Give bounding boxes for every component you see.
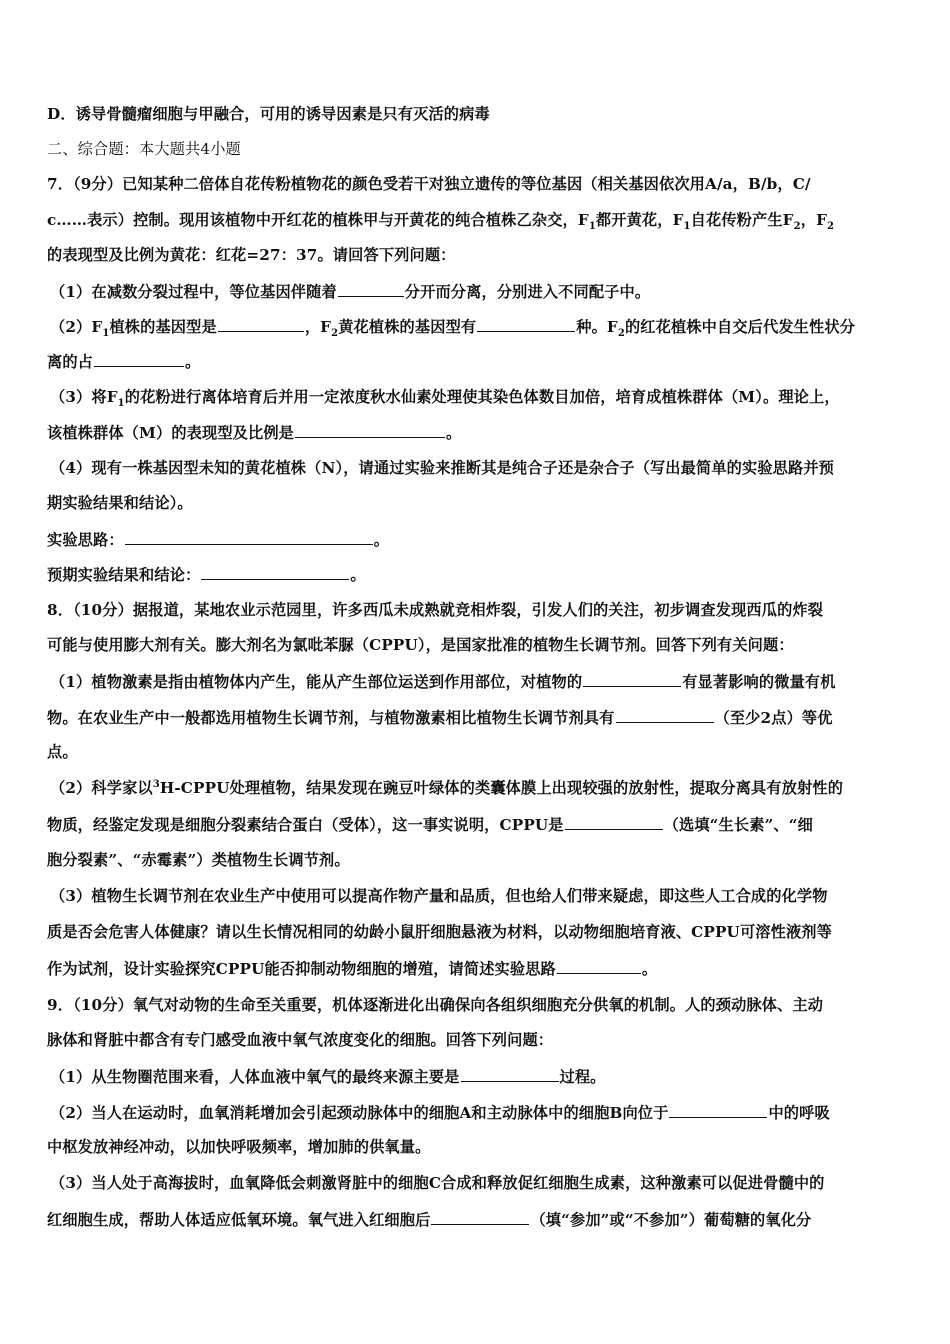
text: 离的占 — [47, 353, 94, 371]
text: 有显著影响的微量有机 — [682, 673, 836, 691]
text: （1）植物激素是指由植物体内产生，能从产生部位运送到作用部位，对植物的 — [50, 673, 583, 691]
text: 脉体和肾脏中都含有专门感受血液中氧气浓度变化的细胞。回答下列问题： — [47, 1031, 554, 1049]
text: 8．（10分）据报道，某地农业示范园里，许多西瓜未成熟就竞相炸裂，引发人们的关注，初步调查发现西瓜的炸裂 — [47, 601, 824, 619]
q8-part-1-cont — [47, 707, 833, 728]
text: 质是否会危害人体健康？请以生长情况相同的幼龄小鼠肝细胞悬液为材料，以动物细胞培育液、CPPU可溶性液剂等 — [47, 923, 832, 941]
text: 预期实验结果和结论： — [47, 566, 201, 584]
q7-part-2 — [50, 316, 856, 340]
answer-blank[interactable] — [295, 422, 445, 438]
text: 的红花植株中自交后代发生性状分 — [624, 318, 856, 336]
q8-part-3-end — [47, 958, 657, 979]
text: 该植株群体（M）的表现型及比例是 — [47, 424, 295, 442]
text: 都开黄花，F — [595, 211, 684, 229]
answer-blank[interactable] — [338, 281, 404, 297]
text: （3）将F — [50, 388, 118, 406]
subscript: 1 — [117, 398, 125, 410]
text: 黄花植株的基因型有 — [338, 318, 477, 336]
subscript: 1 — [683, 221, 691, 233]
q8-line-2 — [47, 635, 794, 655]
text: （选填“生长素”、“细 — [663, 816, 813, 834]
q8-part-1-end — [47, 742, 78, 762]
q7-part-4 — [50, 458, 834, 478]
q8-part-2-cont — [47, 814, 813, 835]
text: 作为试剂，设计实验探究CPPU能否抑制动物细胞的增殖，请简述实验思路 — [47, 960, 556, 978]
option-d — [47, 104, 490, 124]
text: 。 — [350, 566, 366, 584]
answer-blank[interactable] — [461, 1066, 559, 1082]
superscript: 3 — [152, 778, 160, 790]
q7-line-2 — [47, 210, 835, 233]
q8-part-3-cont — [47, 922, 832, 942]
q7-part-2-cont — [47, 351, 200, 372]
experiment-idea — [47, 529, 389, 550]
text: （3）当人处于高海拔时，血氧降低会刺激肾脏中的细胞C合成和释放促红细胞生成素，这种激素可以促进骨髓中的 — [50, 1174, 825, 1192]
answer-blank[interactable] — [616, 707, 714, 723]
q9-line-1 — [47, 995, 823, 1015]
text: 中枢发放神经冲动，以加快呼吸频率，增加肺的供氧量。 — [47, 1138, 431, 1156]
q7-line-3 — [47, 245, 456, 265]
q8-part-2-end — [47, 850, 350, 870]
text: 的表现型及比例为黄花：红花=27：37。请回答下列问题： — [47, 246, 456, 264]
text: 自花传粉产生F — [690, 211, 794, 229]
text: H-CPPU处理植物，结果发现在豌豆叶绿体的类囊体膜上出现较强的放射性，提取分离具有放射性的 — [159, 779, 844, 797]
q9-part-1 — [50, 1066, 606, 1087]
text: 分开而分离，分别进入不同配子中。 — [404, 283, 651, 301]
text: （2）F — [50, 318, 103, 336]
text: 种。F — [576, 318, 618, 336]
text: （至少2点）等优 — [714, 709, 833, 727]
q8-part-2 — [50, 778, 843, 798]
text: （2）当人在运动时，血氧消耗增加会引起颈动脉体中的细胞A和主动脉体中的细胞B向位于 — [50, 1104, 669, 1122]
section-heading-text: 二、综合题：本大题共4小题 — [47, 140, 241, 158]
text: 胞分裂素”、“赤霉素”）类植物生长调节剂。 — [47, 851, 350, 869]
text: 期实验结果和结论）。 — [47, 494, 193, 512]
q9-part-2-cont — [47, 1137, 430, 1157]
text: （4）现有一株基因型未知的黄花植株（N），请通过实验来推断其是纯合子还是杂合子（写出最简单的实验思路并预 — [50, 459, 835, 477]
text: ，F — [304, 318, 332, 336]
section-heading — [47, 139, 241, 159]
subscript: 1 — [588, 221, 596, 233]
q9-part-2 — [50, 1102, 830, 1123]
text: 。 — [185, 353, 201, 371]
text: （2）科学家以 — [50, 779, 153, 797]
option-d-text: D．诱导骨髓瘤细胞与甲融合，可用的诱导因素是只有灭活的病毒 — [47, 105, 490, 123]
q8-part-3 — [50, 886, 828, 906]
text: 9．（10分）氧气对动物的生命至关重要，机体逐渐进化出确保向各组织细胞充分供氧的机制。人的颈动脉体、主动 — [47, 996, 824, 1014]
answer-blank[interactable] — [431, 1209, 529, 1225]
text: 点。 — [47, 743, 78, 761]
text: 红细胞生成，帮助人体适应低氧环境。氧气进入红细胞后 — [47, 1211, 431, 1229]
subscript: 2 — [331, 328, 339, 340]
q7-part-4-cont — [47, 493, 193, 513]
subscript: 1 — [102, 328, 110, 340]
q7-part-3-cont — [47, 422, 461, 443]
text: c……表示）控制。现用该植物中开红花的植株甲与开黄花的纯合植株乙杂交，F — [47, 211, 589, 229]
answer-blank[interactable] — [557, 958, 641, 974]
answer-blank[interactable] — [583, 671, 681, 687]
answer-blank[interactable] — [125, 529, 373, 545]
text: 物。在农业生产中一般都选用植物生长调节剂，与植物激素相比植物生长调节剂具有 — [47, 709, 615, 727]
q7-part-1 — [50, 281, 650, 302]
answer-blank[interactable] — [201, 564, 349, 580]
text: 。 — [641, 960, 658, 978]
q8-part-1 — [50, 671, 836, 692]
expected-result — [47, 564, 366, 585]
q9-part-3-cont — [47, 1209, 811, 1230]
text: 的花粉进行离体培育后并用一定浓度秋水仙素处理使其染色体数目加倍，培育成植株群体（M）。理论上， — [124, 388, 840, 406]
answer-blank[interactable] — [565, 814, 663, 830]
subscript: 2 — [793, 221, 801, 233]
answer-blank[interactable] — [94, 351, 184, 367]
q9-part-3 — [50, 1173, 825, 1193]
q9-line-2 — [47, 1030, 553, 1050]
text: （3）植物生长调节剂在农业生产中使用可以提高作物产量和品质，但也给人们带来疑虑，即这些人工合成的化学物 — [50, 887, 828, 905]
text: 可能与使用膨大剂有关。膨大剂名为氯吡苯脲（CPPU），是国家批准的植物生长调节剂。回答下列有关问题： — [47, 636, 794, 654]
text: 过程。 — [559, 1068, 606, 1086]
q7-line-1 — [47, 174, 811, 194]
text: （1）在减数分裂过程中，等位基因伴随着 — [50, 283, 337, 301]
text: 物质，经鉴定发现是细胞分裂素结合蛋白（受体），这一事实说明，CPPU是 — [47, 816, 564, 834]
text: （1）从生物圈范围来看，人体血液中氧气的最终来源主要是 — [50, 1068, 460, 1086]
answer-blank[interactable] — [669, 1102, 767, 1118]
text: 。 — [373, 531, 390, 549]
subscript: 2 — [617, 328, 625, 340]
subscript: 2 — [827, 221, 835, 233]
q7-part-3 — [50, 387, 840, 410]
text: 实验思路： — [47, 531, 124, 549]
answer-blank[interactable] — [218, 316, 304, 332]
text: （填“参加”或“不参加”）葡萄糖的氧化分 — [530, 1211, 812, 1229]
text: ，F — [800, 211, 828, 229]
text: 7．（9分）已知某种二倍体自花传粉植物花的颜色受若干对独立遗传的等位基因（相关基因依次用A/a，B/b，C/ — [47, 175, 811, 193]
text: 。 — [446, 424, 462, 442]
answer-blank[interactable] — [477, 316, 575, 332]
q8-line-1 — [47, 600, 823, 620]
text: 植株的基因型是 — [109, 318, 217, 336]
text: 中的呼吸 — [768, 1104, 830, 1122]
